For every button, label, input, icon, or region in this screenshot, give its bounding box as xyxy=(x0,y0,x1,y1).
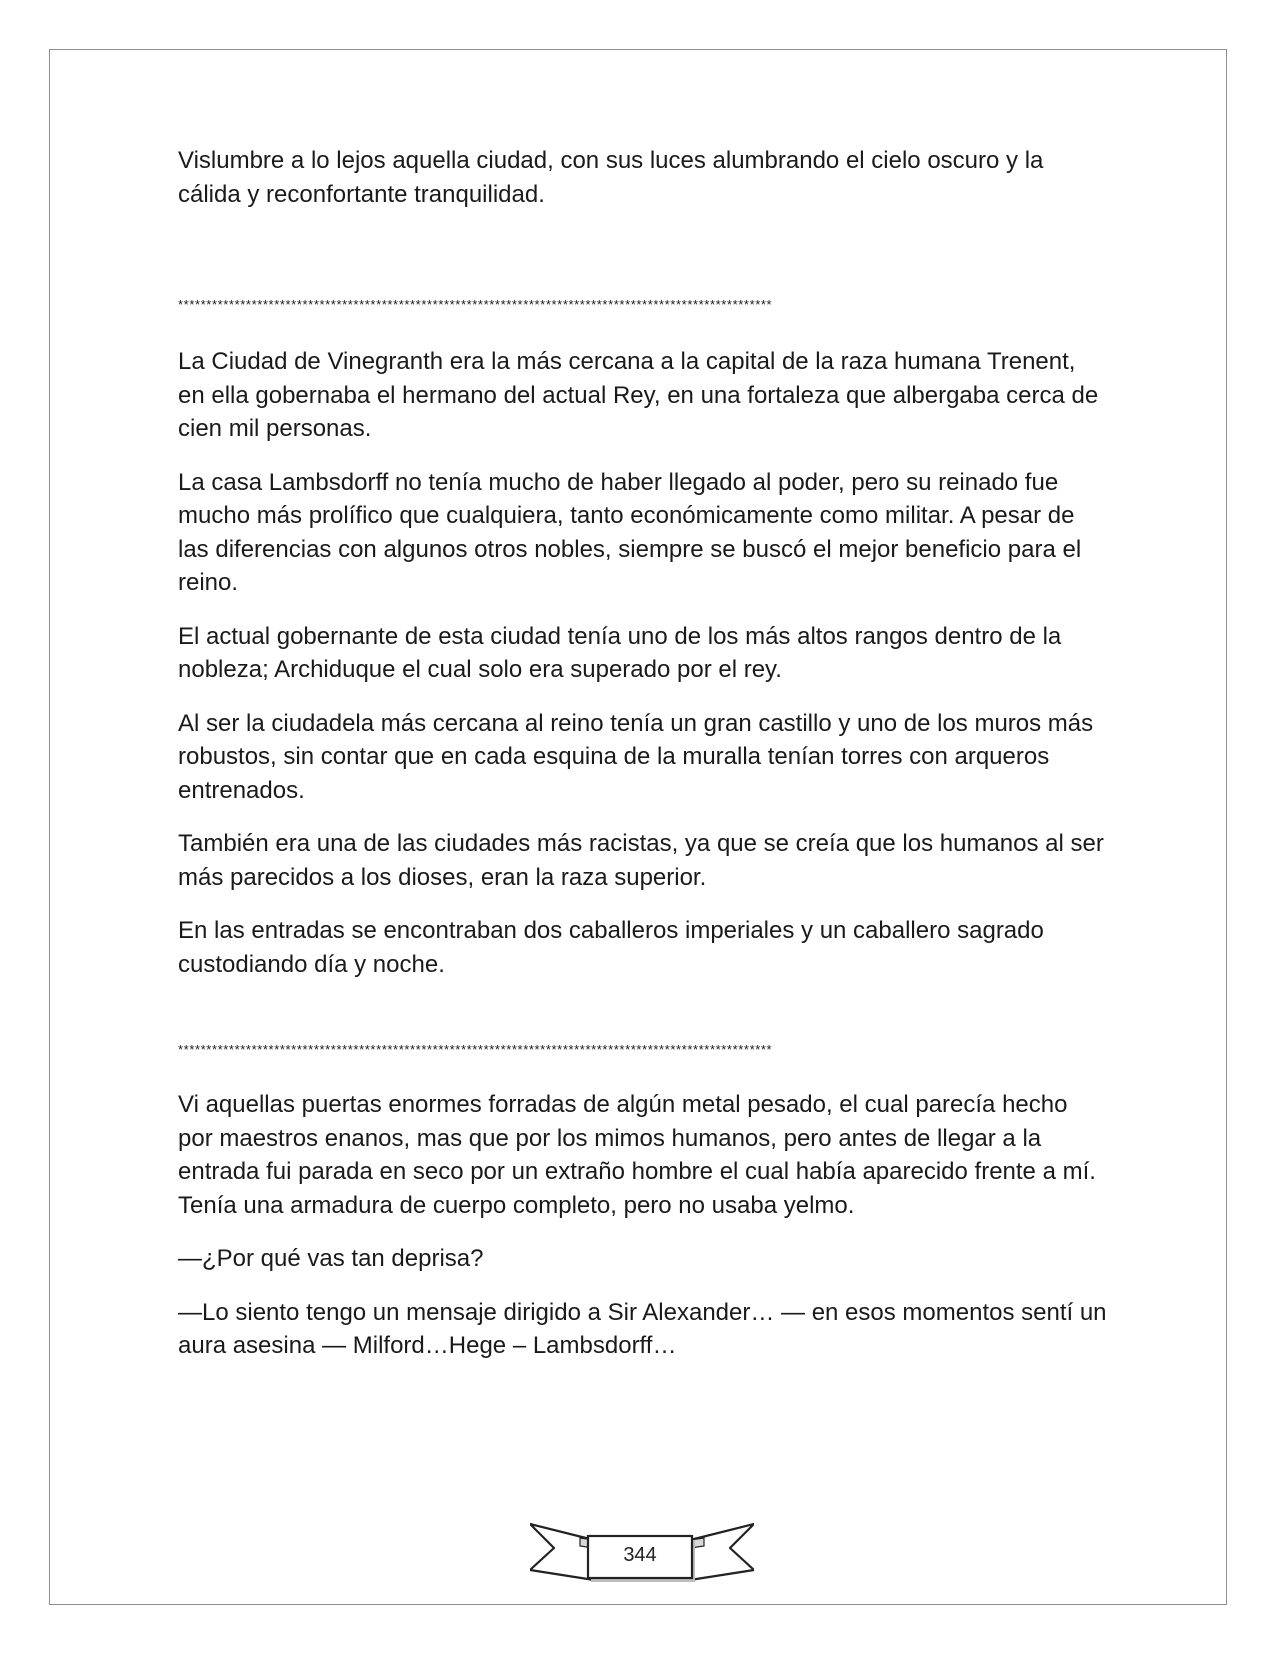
paragraph: La Ciudad de Vinegranth era la más cercana a la capital de la raza humana Trenent, en ella gobernaba el hermano del actual Rey, en una fortaleza que albergaba cerca de cien mil personas. xyxy=(178,348,1099,442)
scene-separator: ********************************************************************************************************* xyxy=(178,1042,773,1057)
paragraph: En las entradas se encontraban dos caballeros imperiales y un caballero sagrado custodiando día y noche. xyxy=(178,917,1044,978)
paragraph: La casa Lambsdorff no tenía mucho de haber llegado al poder, pero su reinado fue mucho más prolífico que cualquiera, tanto económicamente como militar. A pesar de las diferencias con algunos otros nobles, siempre se buscó el mejor beneficio para el reino. xyxy=(178,468,1082,596)
paragraph: El actual gobernante de esta ciudad tenía uno de los más altos rangos dentro de la nobleza; Archiduque el cual solo era superado por el rey. xyxy=(178,622,1062,683)
page-number: 344 xyxy=(623,1544,657,1566)
paragraph: Vislumbre a lo lejos aquella ciudad, con sus luces alumbrando el cielo oscuro y la cálida y reconfortante tranquilidad. xyxy=(178,147,1044,208)
paragraph: Vi aquellas puertas enormes forradas de algún metal pesado, el cual parecía hecho por maestros enanos, mas que por los mimos humanos, pero antes de llegar a la entrada fui parada en seco por un extraño hombre el cual había aparecido frente a mí. Tenía una armadura de cuerpo completo, pero no usaba yelmo. xyxy=(178,1091,1096,1219)
dialogue-line: —¿Por qué vas tan deprisa? xyxy=(178,1245,484,1272)
paragraph: También era una de las ciudades más racistas, ya que se creía que los humanos al ser más parecidos a los dioses, eran la raza superior. xyxy=(178,830,1104,891)
page-content xyxy=(178,144,1108,1383)
scene-separator: ********************************************************************************************************* xyxy=(178,297,773,312)
dialogue-line: —Lo siento tengo un mensaje dirigido a Sir Alexander… — en esos momentos sentí un aura asesina — Milford…Hege – Lambsdorff… xyxy=(178,1298,1107,1359)
paragraph: Al ser la ciudadela más cercana al reino tenía un gran castillo y uno de los muros más robustos, sin contar que en cada esquina de la muralla tenían torres con arqueros entrenados. xyxy=(178,709,1094,804)
